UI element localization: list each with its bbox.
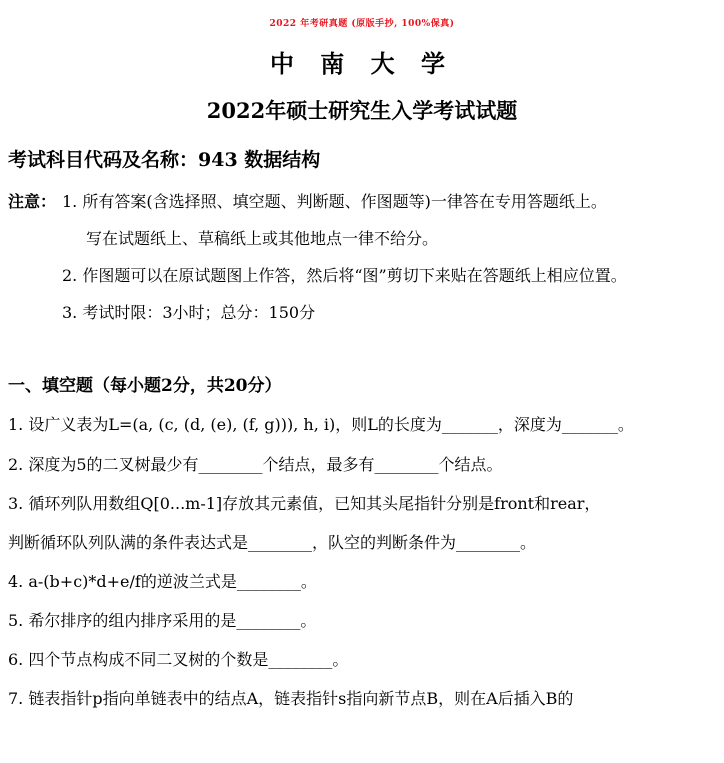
question-3-cont: 判断循环队列队满的条件表达式是________，队空的判断条件为________。	[8, 533, 537, 552]
exam-title: 2022年硕士研究生入学考试试题	[206, 98, 518, 123]
subject-line: 考试科目代码及名称：943 数据结构	[8, 149, 321, 171]
note-item-1: 1. 所有答案(含选择照、填空题、判断题、作图题等)一律答在专用答题纸上。	[62, 192, 607, 211]
banner-title: 2022 年考研真题 (原版手抄, 100%保真)	[269, 19, 455, 29]
notes-label: 注意：	[8, 192, 57, 211]
question-1: 1. 设广义表为L=(a, (c, (d, (e), (f, g))), h, i)，则L的长度为_______，深度为_______。	[8, 415, 634, 434]
question-5: 5. 希尔排序的组内排序采用的是________。	[8, 611, 317, 630]
question-3: 3. 循环列队用数组Q[0...m-1]存放其元素值，已知其头尾指针分别是front和rear，	[8, 494, 601, 513]
question-2: 2. 深度为5的二叉树最少有________个结点，最多有________个结点。	[8, 455, 503, 474]
university-name: 中 南 大 学	[269, 49, 455, 78]
note-item-2: 2. 作图题可以在原试题图上作答，然后将“图”剪切下来贴在答题纸上相应位置。	[62, 266, 627, 285]
note-item-3: 3. 考试时限：3小时；总分：150分	[62, 303, 316, 322]
note-item-1-cont: 写在试题纸上、草稿纸上或其他地点一律不给分。	[86, 229, 439, 248]
question-6: 6. 四个节点构成不同二叉树的个数是________。	[8, 650, 349, 669]
section-heading: 一、填空题（每小题2分，共20分）	[8, 376, 282, 396]
question-4: 4. a-(b+c)*d+e/f的逆波兰式是________。	[8, 572, 317, 591]
question-7: 7. 链表指针p指向单链表中的结点A，链表指针s指向新节点B，则在A后插入B的	[8, 689, 574, 708]
